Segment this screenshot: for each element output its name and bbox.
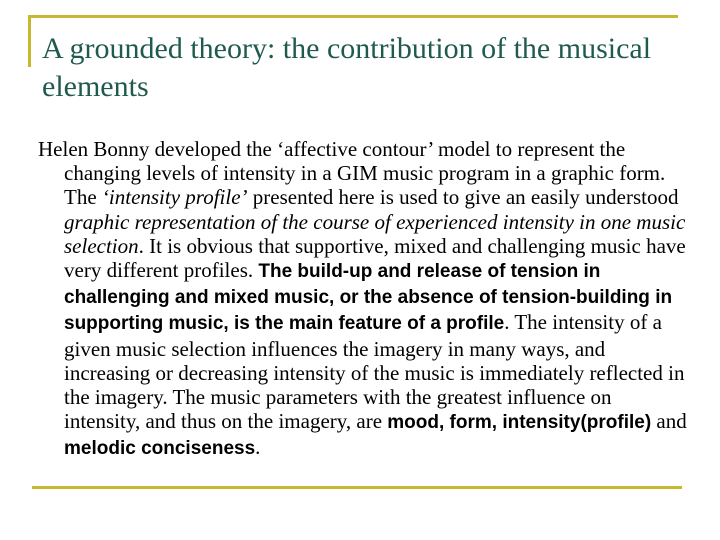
body-text-run: . bbox=[255, 435, 261, 460]
body-italic-intensity-profile: ‘intensity profile’ bbox=[101, 185, 248, 210]
body-bold-main-feature: The build-up and release of tension in challenging and mixed music, or the absence of tension-building in supporting music, is the main feature of a profile bbox=[64, 261, 673, 335]
left-accent-rule bbox=[28, 15, 31, 67]
body-text-run: Helen Bonny developed the ‘affective contour’ model to represent the changing levels of intensity in a GIM music program in a graphic form. The bbox=[38, 137, 666, 210]
slide-title: A grounded theory: the contribution of the musical elements bbox=[42, 32, 652, 103]
body-text-run: . The intensity of a given music selection influences the imagery in many ways, and increasing or decreasing intensity of the music is immediately reflected in the imagery. The music parameters with the greatest influence on intensity, and thus on the imagery, are bbox=[64, 310, 685, 434]
body-text-run: presented here is used to give an easily understood bbox=[247, 185, 679, 210]
body-text-run: . It is obvious that supportive, mixed and challenging music have very different profiles. bbox=[64, 233, 686, 283]
body-text-run: and bbox=[651, 409, 687, 434]
top-accent-rule bbox=[28, 15, 678, 18]
body-bold-parameters: mood, form, intensity(profile) bbox=[387, 412, 652, 434]
bottom-accent-rule bbox=[32, 486, 682, 489]
body-bold-melodic-conciseness: melodic conciseness bbox=[64, 438, 256, 460]
body-italic-graphic-representation: graphic representation of the course of experienced intensity in one music selection bbox=[64, 209, 686, 258]
slide-body-paragraph bbox=[38, 137, 690, 462]
